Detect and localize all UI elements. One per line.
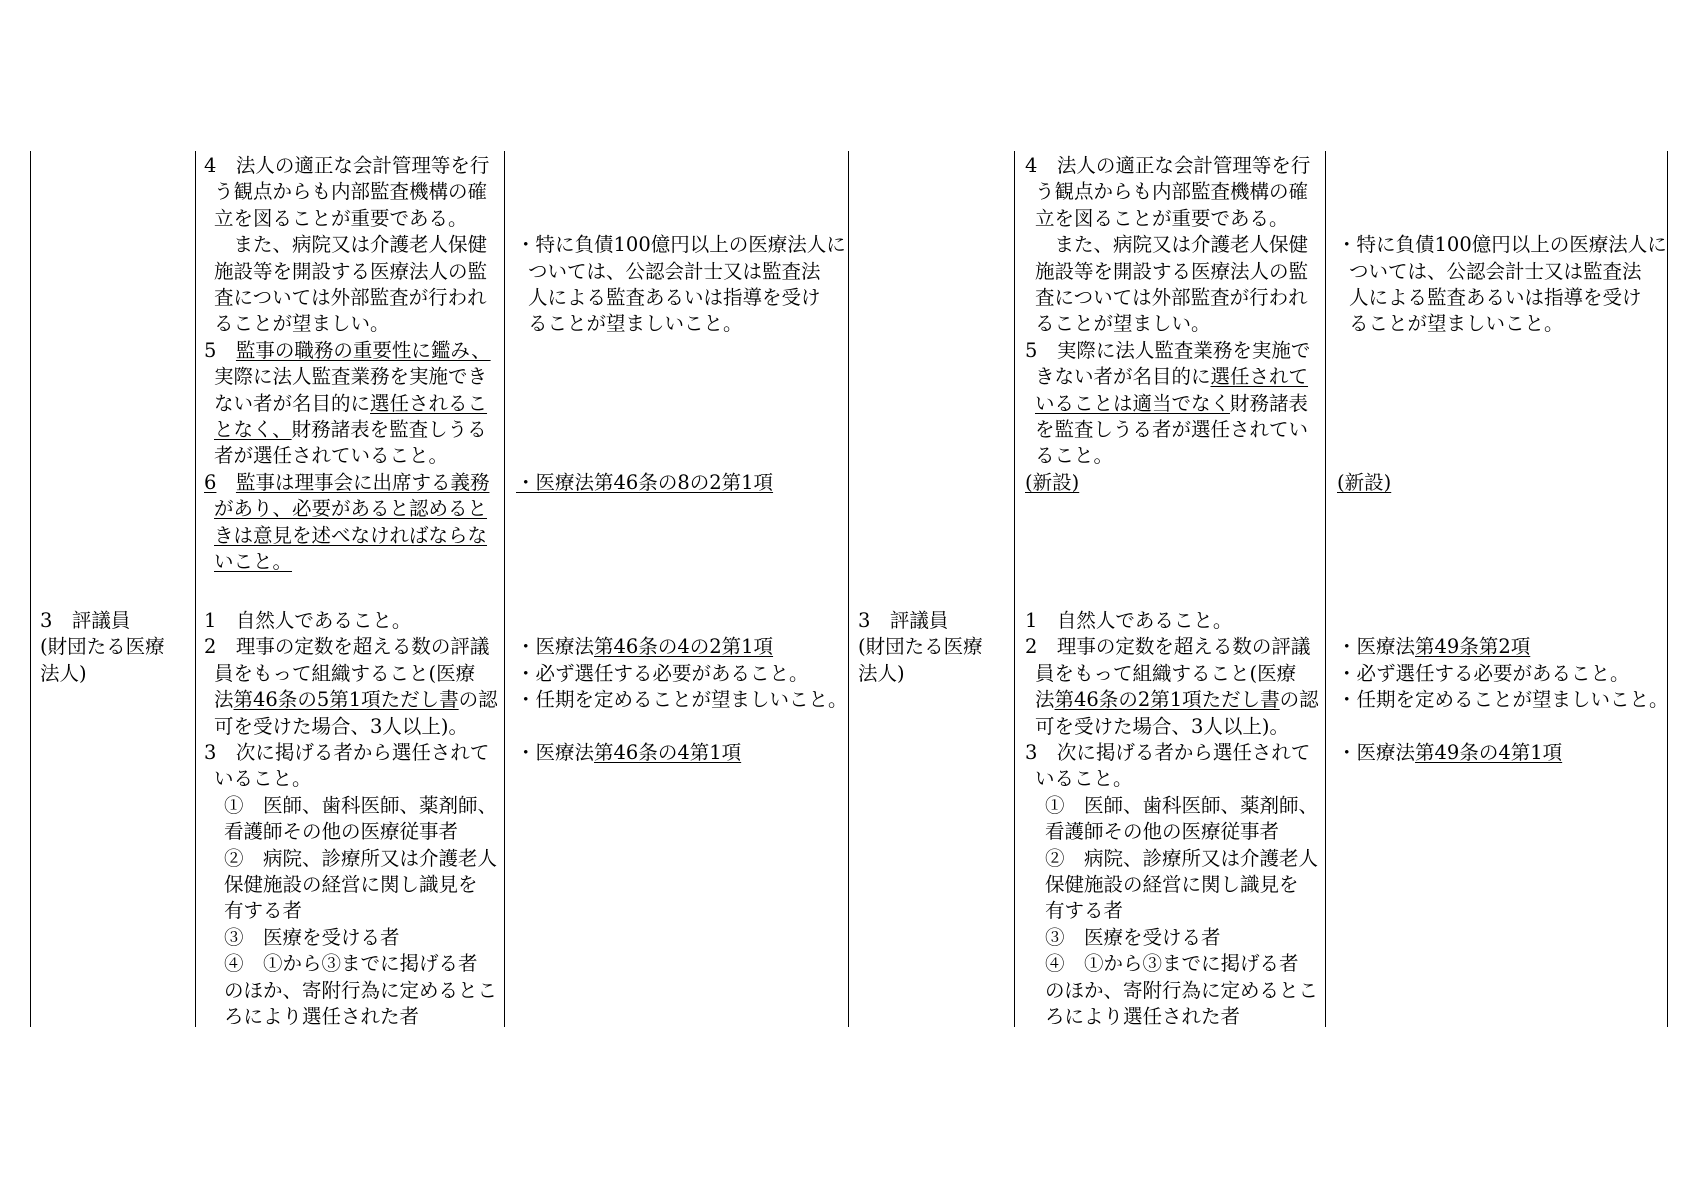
text: (財団たる医療 [40,635,165,659]
underlined-text: 第46条の5第1項ただし書 [233,688,459,712]
underlined-text: (新設) [1337,470,1392,494]
left-provision-line [214,232,487,258]
table-border [1667,151,1668,1027]
text: 2 理事の定数を超える数の評議 [204,635,490,659]
text: ・特に負債100億円以上の医療法人に [516,233,846,257]
left-provision-line [214,206,468,232]
right-provision-line [1035,391,1308,417]
text: 施設等を開設する医療法人の監 [1035,259,1309,283]
left-provision-line [204,634,489,660]
text: 立を図ることが重要である。 [214,206,468,230]
right-note-line [1349,285,1642,311]
left-section-heading [40,608,130,634]
left-provision-line [204,608,411,634]
text: 人による監査あるいは指導を受け [528,286,821,309]
text: 員をもって組織すること(医療 [214,661,476,685]
left-provision-line [214,259,487,285]
text: ろにより選任された者 [1045,1005,1241,1028]
left-provision-line [214,285,487,311]
left-provision-line [214,391,487,417]
text: きない者が名目的に [1035,365,1211,389]
text: 1 自然人であること。 [204,609,412,632]
left-provision-line [224,925,400,951]
text: 可を受けた場合、3人以上)。 [214,714,469,738]
right-provision-line [1035,364,1308,390]
underlined-text: (新設) [1025,470,1080,494]
left-provision-line [224,1004,419,1030]
text: う観点からも内部監査機構の確 [1035,180,1309,204]
text: ・医療法 [1337,635,1416,659]
right-provision-line [1035,443,1113,469]
underlined-text: 第46条の2第1項ただし書 [1054,688,1280,712]
right-provision-line [1035,285,1308,311]
text: 財務諸表を監査しうる [291,418,487,441]
right-note-line [1337,661,1630,687]
text: 実際に法人監査業務を実施でき [214,365,488,389]
text: ② 病院、診療所又は介護老人 [224,846,498,870]
right-provision-line [1025,153,1310,179]
underlined-text: 監事の職務の重要性に鑑み、 [235,338,491,362]
left-provision-line [224,793,497,819]
right-provision-line [1035,661,1296,687]
text: の認 [458,688,498,712]
text: ・任期を定めることが望ましいこと。 [516,688,848,712]
text: 法 [1035,688,1055,712]
right-provision-line [1025,470,1079,496]
left-note-line [516,232,846,258]
right-section-heading [858,608,948,634]
left-provision-line [214,523,487,549]
right-section-heading [858,634,983,660]
left-provision-line [214,496,487,522]
text: 3 次に掲げる者から選任されて [204,741,490,764]
right-provision-line [1035,417,1308,443]
left-provision-line [214,179,487,205]
left-note-line [516,740,741,766]
text: 看護師その他の医療従事者 [1045,820,1280,844]
text: ・医療法 [516,635,595,659]
text: 有する者 [1045,899,1124,923]
underlined-text: があり、必要があると認めると [214,497,488,521]
left-provision-line [214,417,487,443]
underlined-text: ・医療法第46条の8の2第1項 [516,470,774,494]
text: いること。 [1035,767,1133,791]
left-provision-line [214,661,475,687]
text: ることが望ましい。 [1035,312,1211,336]
text: 1 自然人であること。 [1025,609,1233,632]
left-section-heading [40,661,87,687]
table-border [504,151,505,1027]
right-provision-line [1035,766,1133,792]
right-provision-line [1035,206,1289,232]
text: う観点からも内部監査機構の確 [214,180,488,204]
underlined-text: 選任されて [1210,365,1309,389]
left-provision-line [204,153,489,179]
text: 立を図ることが重要である。 [1035,206,1289,230]
left-provision-line [214,311,390,337]
text: ついては、公認会計士又は監査法 [528,259,821,283]
text: 保健施設の経営に関し識見を [1045,873,1299,896]
text: 査については外部監査が行われ [1035,286,1308,309]
table-border [1014,151,1015,1027]
text: ④ ①から③までに掲げる者 [1045,952,1299,976]
text: ることが望ましい。 [214,312,390,336]
left-note-line [516,687,848,713]
text: 査については外部監査が行われ [214,286,487,309]
text: 看護師その他の医療従事者 [224,820,459,844]
underlined-text: いこと。 [214,550,293,573]
table-border [30,151,31,1027]
table-border [848,151,849,1027]
text: のほか、寄附行為に定めるとこ [1045,978,1319,1002]
right-provision-line [1045,793,1318,819]
text: のほか、寄附行為に定めるとこ [224,978,498,1002]
text: ろにより選任された者 [224,1005,420,1028]
text: 法人) [40,661,87,685]
table-border [1325,151,1326,1027]
text: 4 法人の適正な会計管理等を行 [204,154,490,177]
text: ① 医師、歯科医師、薬剤師、 [224,793,498,817]
left-note-line [528,259,821,285]
text: ることが望ましいこと。 [528,312,743,336]
underlined-text: 第49条の4第1項 [1415,741,1563,764]
text: ① 医師、歯科医師、薬剤師、 [1045,793,1319,817]
text: 施設等を開設する医療法人の監 [214,259,488,283]
text: 5 [204,338,236,362]
left-provision-line [224,898,302,924]
text: ④ ①から③までに掲げる者 [224,952,478,976]
left-provision-line [224,846,497,872]
text: 者が選任されていること。 [214,444,449,468]
text: ・任期を定めることが望ましいこと。 [1337,688,1669,712]
left-note-line [528,285,821,311]
left-provision-line [214,766,312,792]
text: 可を受けた場合、3人以上)。 [1035,714,1290,738]
text: 員をもって組織すること(医療 [1035,661,1297,685]
right-note-line [1337,232,1667,258]
text: 4 法人の適正な会計管理等を行 [1025,154,1311,177]
text: いること。 [214,767,312,791]
left-provision-line [224,978,497,1004]
underlined-text: 第46条の4の2第1項 [594,635,774,659]
text: 2 理事の定数を超える数の評議 [1025,635,1311,659]
text: ・特に負債100億円以上の医療法人に [1337,233,1667,257]
text: ることが望ましいこと。 [1349,312,1564,336]
left-provision-line [214,443,448,469]
text: ③ 医療を受ける者 [1045,925,1221,949]
underlined-text: 選任されるこ [370,391,488,415]
text: 3 次に掲げる者から選任されて [1025,741,1311,764]
right-note-line [1337,687,1669,713]
right-provision-line [1035,687,1319,713]
right-provision-line [1035,232,1308,258]
text: を監査しうる者が選任されてい [1035,418,1309,441]
right-provision-line [1045,846,1318,872]
right-note-line [1349,259,1642,285]
right-provision-line [1045,819,1279,845]
left-provision-line [214,549,292,575]
right-provision-line [1025,608,1232,634]
underlined-text: となく、 [214,418,292,441]
text: ・必ず選任する必要があること。 [516,661,809,685]
text: また、病院又は介護老人保健 [214,233,488,257]
right-provision-line [1045,978,1318,1004]
right-note-line [1337,634,1530,660]
right-provision-line [1045,925,1221,951]
left-note-line [516,470,773,496]
text [216,471,236,494]
underlined-text: 第49条第2項 [1415,635,1531,659]
left-note-line [516,661,809,687]
text: ・医療法 [516,741,595,764]
right-provision-line [1035,714,1289,740]
text: ること。 [1035,444,1114,468]
text: 法 [214,688,234,712]
right-provision-line [1025,338,1310,364]
left-provision-line [214,687,498,713]
text: 法人) [858,661,905,685]
left-provision-line [204,470,489,496]
right-provision-line [1025,740,1310,766]
right-provision-line [1045,872,1299,898]
text: 5 実際に法人監査業務を実施で [1025,338,1311,362]
left-note-line [528,311,743,337]
underlined-text: 6 [204,470,217,494]
underlined-text: 監事は理事会に出席する義務 [235,470,490,494]
left-provision-line [214,714,468,740]
right-note-line [1337,470,1391,496]
left-provision-line [204,740,489,766]
right-note-line [1349,311,1564,337]
right-provision-line [1045,898,1123,924]
text: 保健施設の経営に関し識見を [224,873,478,896]
right-note-line [1337,740,1562,766]
text: 財務諸表 [1230,391,1309,415]
text: ② 病院、診療所又は介護老人 [1045,846,1319,870]
right-provision-line [1045,1004,1240,1030]
right-provision-line [1035,311,1211,337]
right-provision-line [1045,951,1299,977]
underlined-text: 第46条の4第1項 [594,741,742,764]
text: ・必ず選任する必要があること。 [1337,661,1630,685]
text: 3 評議員 [40,609,131,632]
right-provision-line [1025,634,1310,660]
text: 人による監査あるいは指導を受け [1349,286,1642,309]
left-provision-line [224,819,458,845]
right-provision-line [1035,179,1308,205]
left-provision-line [214,364,487,390]
text: (財団たる医療 [858,635,983,659]
text: ③ 医療を受ける者 [224,925,400,949]
table-border [195,151,196,1027]
text: ない者が名目的に [214,391,371,415]
text: ついては、公認会計士又は監査法 [1349,259,1642,283]
text: また、病院又は介護老人保健 [1035,233,1309,257]
text: 3 評議員 [858,609,949,632]
text: 有する者 [224,899,303,923]
underlined-text: いることは適当でなく [1035,391,1231,415]
left-provision-line [224,951,478,977]
left-section-heading [40,634,165,660]
underlined-text: きは意見を述べなければならな [214,523,488,547]
right-provision-line [1035,259,1308,285]
left-note-line [516,634,773,660]
right-section-heading [858,661,905,687]
left-provision-line [204,338,491,364]
text: の認 [1279,688,1319,712]
text: ・医療法 [1337,741,1416,764]
left-provision-line [224,872,478,898]
